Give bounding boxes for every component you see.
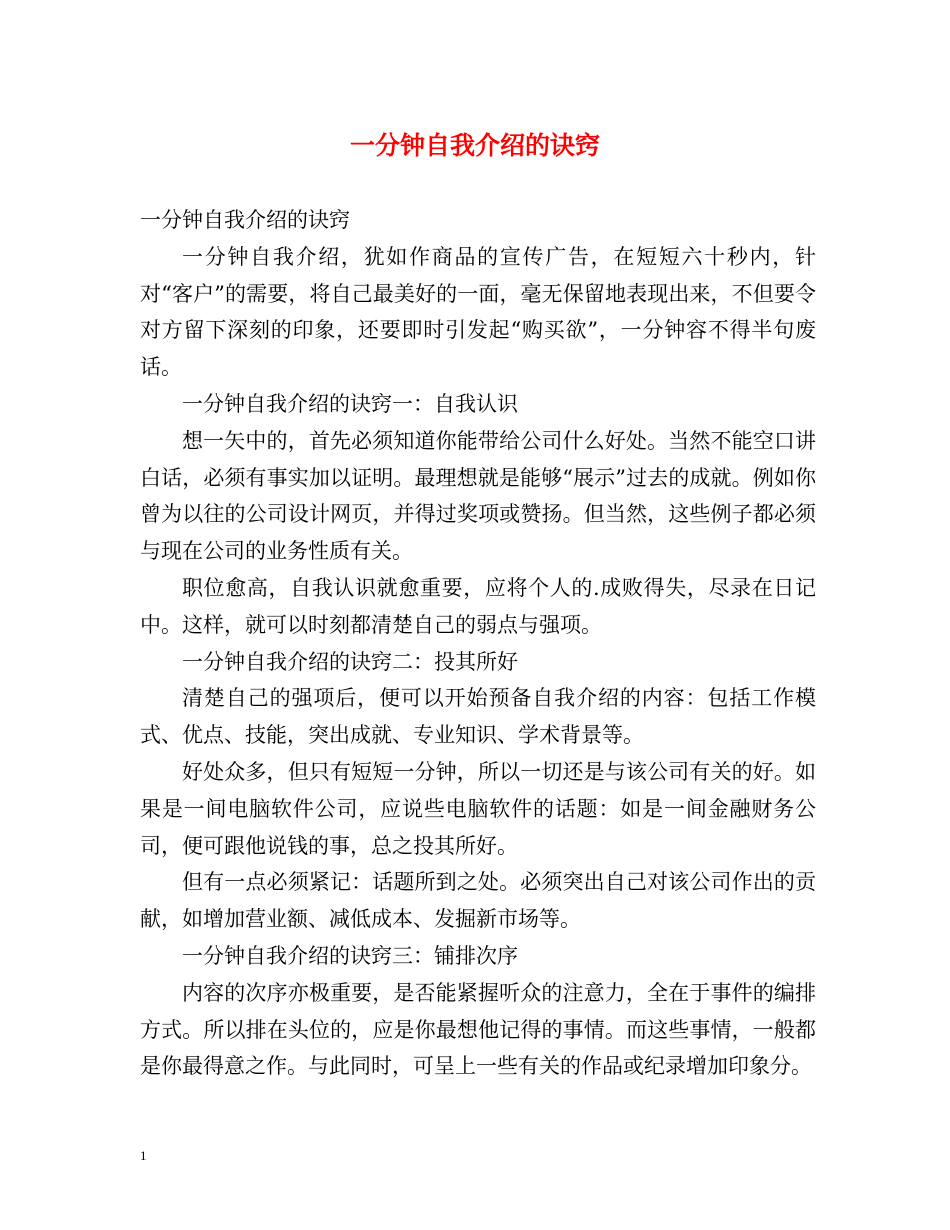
body-paragraph-subtitle: 一分钟自我介绍的诀窍: [140, 208, 350, 232]
body-paragraph: 清楚自己的强项后，便可以开始预备自我介绍的内容：包括工作模式、优点、技能，突出成就、专业知识、学术背景等。: [140, 686, 816, 748]
body-paragraph: 内容的次序亦极重要，是否能紧握听众的注意力，全在于事件的编排方式。所以排在头位的，应是你最想他记得的事情。而这些事情，一般都是你最得意之作。与此同时，可呈上一些有关的作品或纪录增加印象分。: [140, 980, 816, 1079]
document-body: [140, 202, 816, 1085]
body-paragraph: 好处众多，但只有短短一分钟，所以一切还是与该公司有关的好。如果是一间电脑软件公司，应说些电脑软件的话题：如是一间金融财务公司，便可跟他说钱的事，总之投其所好。: [140, 759, 816, 858]
section-heading-two: 一分钟自我介绍的诀窍二：投其所好: [182, 649, 518, 674]
document-title: 一分钟自我介绍的诀窍: [349, 131, 600, 160]
body-paragraph: 职位愈高，自我认识就愈重要，应将个人的.成败得失，尽录在日记中。这样，就可以时刻都清楚自己的弱点与强项。: [140, 575, 816, 637]
section-heading-one: 一分钟自我介绍的诀窍一：自我认识: [182, 391, 518, 416]
body-paragraph: 但有一点必须紧记：话题所到之处。必须突出自己对该公司作出的贡献，如增加营业额、减低成本、发掘新市场等。: [140, 870, 816, 932]
body-paragraph: 想一矢中的，首先必须知道你能带给公司什么好处。当然不能空口讲白话，必须有事实加以证明。最理想就是能够“展示”过去的成就。例如你曾为以往的公司设计网页，并得过奖项或赞扬。但当然，这些例子都必须与现在公司的业务性质有关。: [140, 428, 816, 564]
section-heading-three: 一分钟自我介绍的诀窍三：铺排次序: [182, 943, 518, 968]
page-number: 1: [140, 1148, 147, 1163]
body-paragraph-intro: 一分钟自我介绍，犹如作商品的宣传广告，在短短六十秒内，针对“客户”的需要，将自己最美好的一面，毫无保留地表现出来，不但要令对方留下深刻的印象，还要即时引发起“购买欲”，一分钟容不得半句废话。: [140, 244, 816, 380]
